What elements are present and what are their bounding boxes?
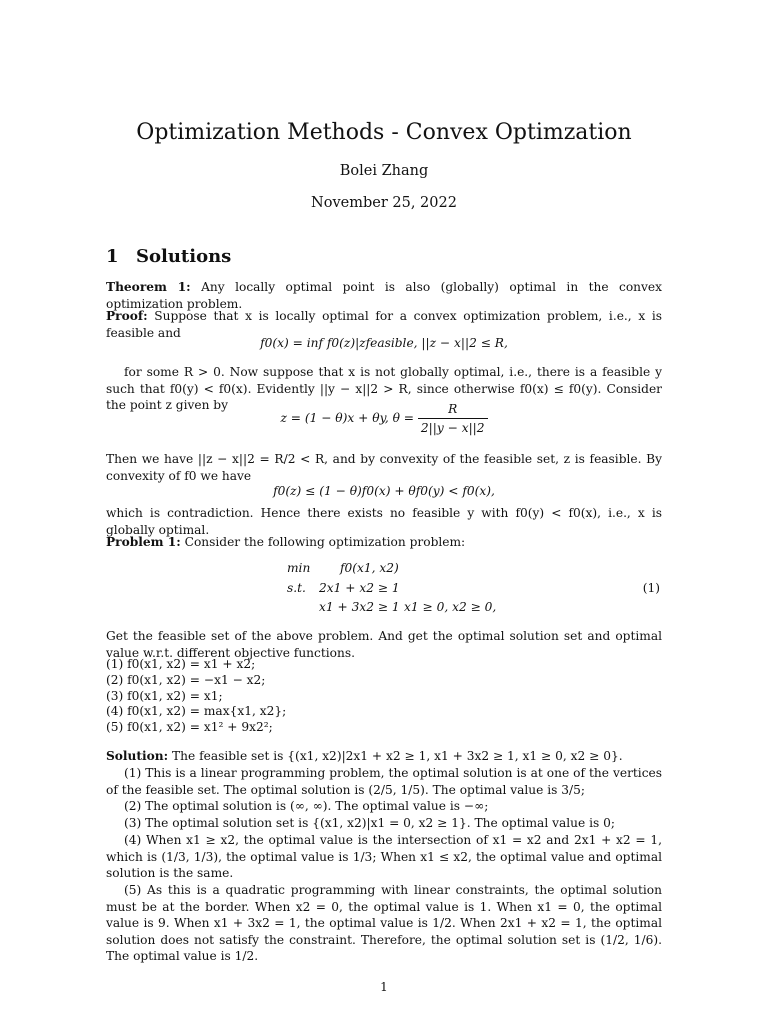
solution-part-3: (3) The optimal solution set is {(x1, x2)|x1 = 0, x2 ≥ 1}. The optimal value is 0; (124, 816, 615, 830)
opt-constraint-3: x1 ≥ 0, x2 ≥ 0, (404, 600, 497, 614)
list-item: (3) f0(x1, x2) = x1; (106, 688, 223, 703)
list-item: (1) f0(x1, x2) = x1 + x2; (106, 657, 256, 671)
theorem-label: Theorem 1: (106, 280, 191, 294)
proof-paragraph-3: Then we have ||z − x||2 = R/2 < R, and by convexity of the feasible set, z is feasible. By convexity of f0 we have (106, 452, 662, 483)
proof-paragraph-2: for some R > 0. Now suppose that x is not globally optimal, i.e., there is a feasible y such that f0(y) < f0(x). Evidently ||y − x||2 > R, since otherwise f0(x) ≤ f0(y). Consider the point z given by (106, 365, 662, 413)
list-item: (4) f0(x1, x2) = max{x1, x2}; (106, 704, 287, 719)
solution-intro-paragraph (106, 748, 662, 765)
equation-z-left: z = (1 − θ)x + θy, θ = (280, 411, 415, 425)
solution-part-5: (5) As this is a quadratic programming with linear constraints, the optimal solution must be at the border. When x2 = 0, the optimal value is 1. When x1 = 0, the optimal value is 9. When x1 + 3x2 = 1, the optimal value is 1/2. When 2x1 + x2 = 1, the optimal solution does not satisfy the constraint. Therefore, the optimal solution set is (1/2, 1/6). The optimal value is 1/2. (106, 883, 662, 964)
equation-number: (1) (642, 581, 660, 595)
fraction-denominator: 2||y − x||2 (420, 421, 485, 435)
proof-label: Proof: (106, 309, 148, 323)
page-number: 1 (380, 980, 388, 994)
opt-objective: f0(x1, x2) (340, 561, 399, 575)
opt-min-label: min (287, 561, 311, 575)
solution-intro: The feasible set is {(x1, x2)|2x1 + x2 ≥ 1, x1 + 3x2 ≥ 1, x1 ≥ 0, x2 ≥ 0}. (172, 749, 623, 763)
list-item: (5) f0(x1, x2) = x1² + 9x2²; (106, 720, 273, 735)
solution-label: Solution: (106, 749, 169, 763)
paper-date: November 25, 2022 (311, 195, 457, 211)
theorem-text: Any locally optimal point is also (globally) optimal in the convex optimization problem. (106, 280, 662, 311)
problem-label: Problem 1: (106, 535, 181, 549)
problem-paragraph (106, 534, 662, 551)
proof-intro: Suppose that x is locally optimal for a convex optimization problem, i.e., x is feasible and (106, 309, 662, 340)
list-item: (2) f0(x1, x2) = −x1 − x2; (106, 672, 266, 687)
problem-description: Get the feasible set of the above problem. And get the optimal solution set and optimal value w.r.t. different objective functions. (106, 629, 662, 660)
section-title: Solutions (136, 246, 232, 267)
opt-constraint-1: 2x1 + x2 ≥ 1 (319, 581, 400, 595)
section-heading (106, 246, 231, 267)
equation-z-definition (0, 402, 768, 435)
equation-local-optimal: f0(x) = inf f0(z)|zfeasible, ||z − x||2 ≤ R, (260, 336, 508, 350)
problem-text: Consider the following optimization problem: (184, 535, 466, 549)
fraction-theta (418, 402, 488, 435)
objective-list (106, 657, 286, 736)
equation-convexity: f0(z) ≤ (1 − θ)f0(x) + θf0(y) < f0(x), (273, 484, 495, 498)
fraction-numerator: R (418, 402, 488, 419)
solution-part-1: (1) This is a linear programming problem, the optimal solution is at one of the vertices of the feasible set. The optimal solution is (2/5, 1/5). The optimal value is 3/5; (106, 766, 662, 797)
opt-constraint-2: x1 + 3x2 ≥ 1 (319, 600, 400, 614)
proof-paragraph-4: which is contradiction. Hence there exists no feasible y with f0(y) < f0(x), i.e., x is globally optimal. (106, 506, 662, 537)
paper-title: Optimization Methods - Convex Optimzation (136, 120, 632, 145)
section-number: 1 (106, 246, 119, 267)
author-name: Bolei Zhang (339, 163, 429, 179)
solution-part-2: (2) The optimal solution is (∞, ∞). The optimal value is −∞; (124, 799, 489, 813)
solution-part-4: (4) When x1 ≥ x2, the optimal value is the intersection of x1 = x2 and 2x1 + x2 = 1, which is (1/3, 1/3), the optimal value is 1/3; When x1 ≤ x2, the optimal value and optimal solution is the same. (106, 833, 662, 881)
opt-st-label: s.t. (287, 581, 306, 595)
